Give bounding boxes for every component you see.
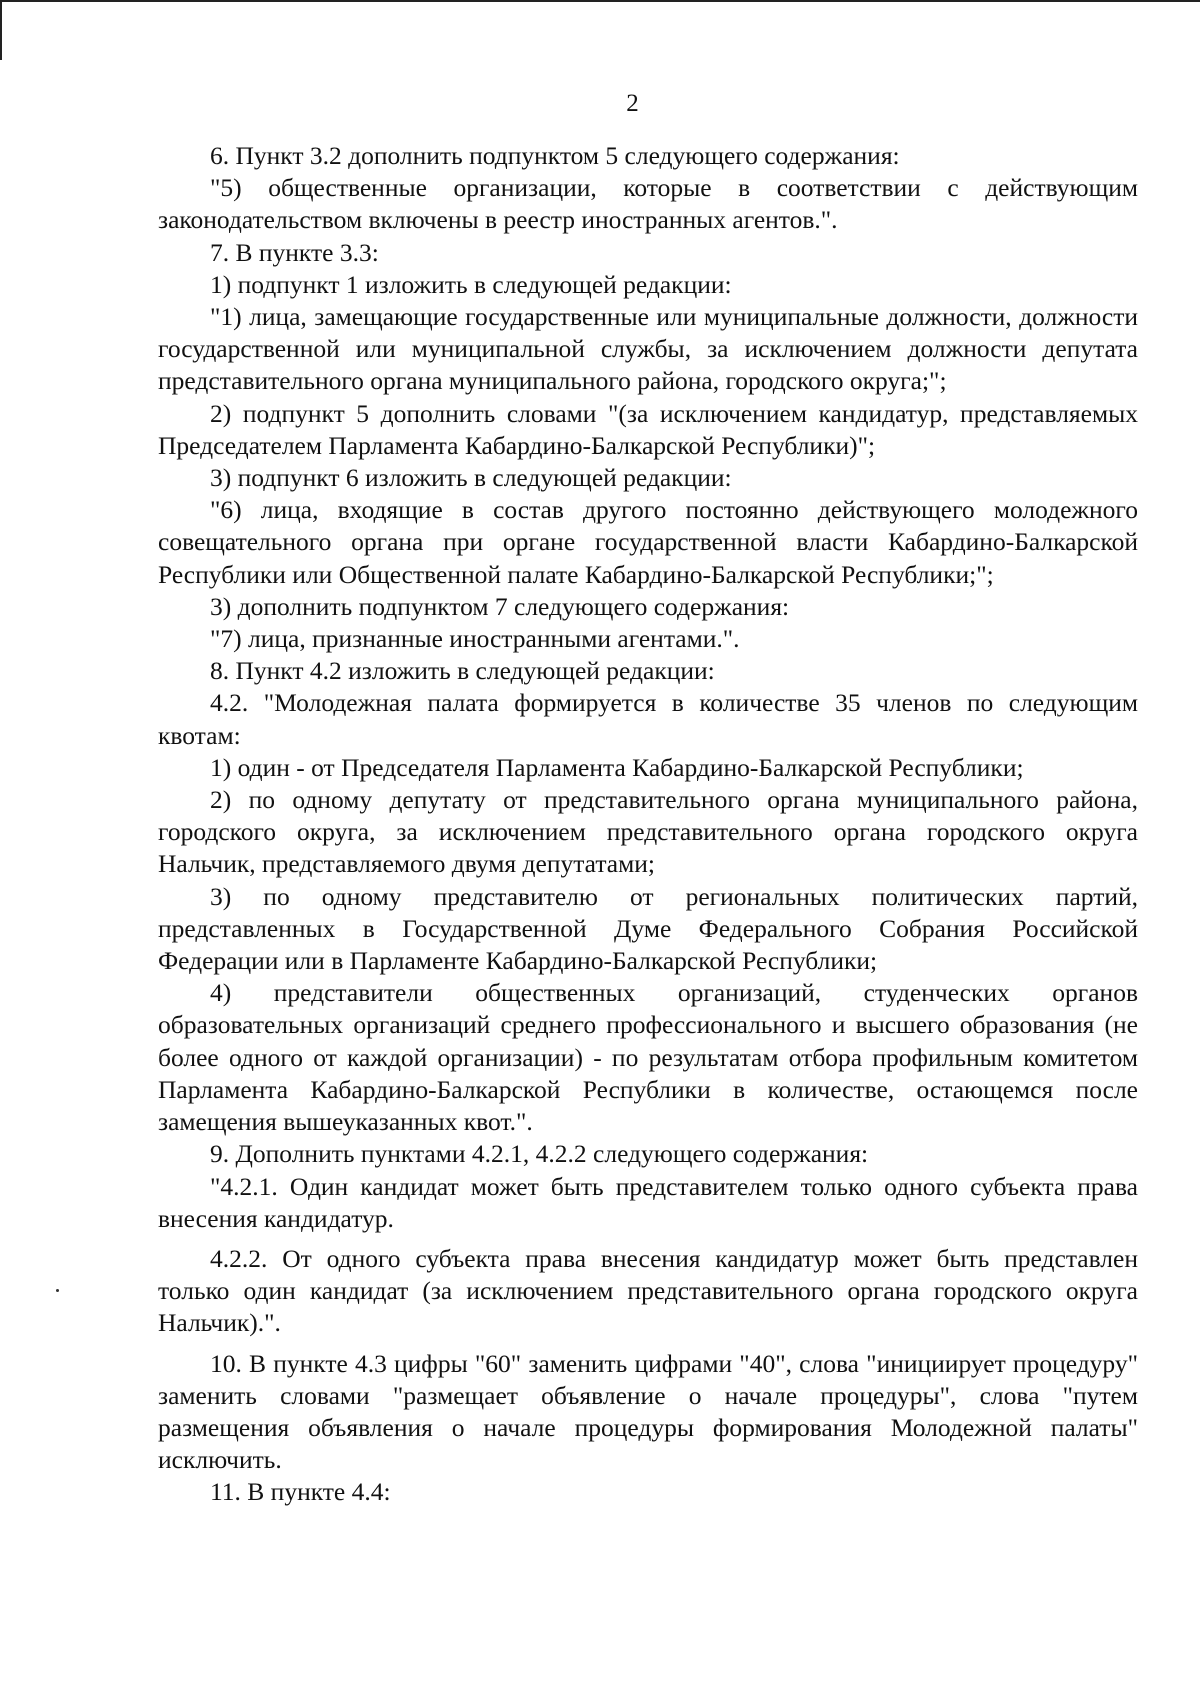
- paragraph-quota-4: 4) представители общественных организаций, студенческих органов образовательных организаций среднего профессионального и высшего образования (не более одного от каждой организации) - по результатам отбора профильным комитетом Парламента Кабардино-Балкарской Республики в количестве, остающемся после замещения вышеуказанных квот.".: [158, 978, 1138, 1137]
- paragraph-item-7: 7. В пункте 3.3:: [210, 237, 379, 267]
- paragraph-quote-sub-7: "7) лица, признанные иностранными агентами.".: [210, 624, 740, 654]
- paragraph-sub-3-add: 3) дополнить подпунктом 7 следующего содержания:: [210, 591, 790, 621]
- paragraph-item-6: 6. Пункт 3.2 дополнить подпунктом 5 следующего содержания:: [210, 141, 900, 170]
- page-number: 2: [626, 90, 639, 117]
- paragraph-quote-sub-1: "1) лица, замещающие государственные или муниципальные должности, должности государственной или муниципальной службы, за исключением должности депутата представительного органа муниципального района, городского округа;";: [158, 302, 1138, 396]
- paragraph-quote-4-2-1: "4.2.1. Один кандидат может быть представителем только одного субъекта права внесения кандидатур.: [158, 1171, 1138, 1233]
- paragraph-item-11: 11. В пункте 4.4:: [210, 1477, 391, 1507]
- paragraph-quote-sub-6: "6) лица, входящие в состав другого постоянно действующего молодежного совещательного органа при органе государственной власти Кабардино-Балкарской Республики или Общественной палате Кабардино-Балкарской Республики;";: [158, 495, 1138, 589]
- paragraph-quota-3: 3) по одному представителю от региональных политических партий, представленных в Государственной Думе Федерального Собрания Российской Федерации или в Парламенте Кабардино-Балкарской Республики;: [158, 881, 1138, 976]
- scan-border-left: [0, 0, 2, 60]
- scan-speck: [56, 1289, 59, 1292]
- paragraph-quote-4-2-2: 4.2.2. От одного субъекта права внесения кандидатур может быть представлен только один кандидат (за исключением представительного органа городского округа Нальчик).".: [158, 1243, 1138, 1338]
- paragraph-item-9: 9. Дополнить пунктами 4.2.1, 4.2.2 следующего содержания:: [210, 1139, 869, 1169]
- paragraph-quote-4-2: 4.2. "Молодежная палата формируется в количестве 35 членов по следующим квотам:: [158, 688, 1138, 750]
- paragraph-quota-1: 1) один - от Председателя Парламента Кабардино-Балкарской Республики;: [210, 752, 1024, 782]
- paragraph-item-10: 10. В пункте 4.3 цифры "60" заменить цифрами "40", слова "инициирует процедуру" заменить словами "размещает объявление о начале процедуры", слова "путем размещения объявления о начале процедуры формирования Молодежной палаты" исключить.: [158, 1348, 1138, 1475]
- paragraph-quote-sub-5: "5) общественные организации, которые в соответствии с действующим законодательством включены в реестр иностранных агентов.".: [158, 173, 1138, 235]
- scan-border-top: [0, 0, 1200, 2]
- paragraph-sub-1: 1) подпункт 1 изложить в следующей редакции:: [210, 269, 732, 299]
- document-body: [158, 140, 1138, 1509]
- paragraph-quota-2: 2) по одному депутату от представительного органа муниципального района, городского округа, за исключением представительного органа городского округа Нальчик, представляемого двумя депутатами;: [158, 785, 1138, 879]
- paragraph-sub-2: 2) подпункт 5 дополнить словами "(за исключением кандидатур, представляемых Председателем Парламента Кабардино-Балкарской Республики)";: [158, 398, 1138, 460]
- paragraph-item-8: 8. Пункт 4.2 изложить в следующей редакции:: [210, 656, 715, 686]
- paragraph-sub-3: 3) подпункт 6 изложить в следующей редакции:: [210, 463, 732, 493]
